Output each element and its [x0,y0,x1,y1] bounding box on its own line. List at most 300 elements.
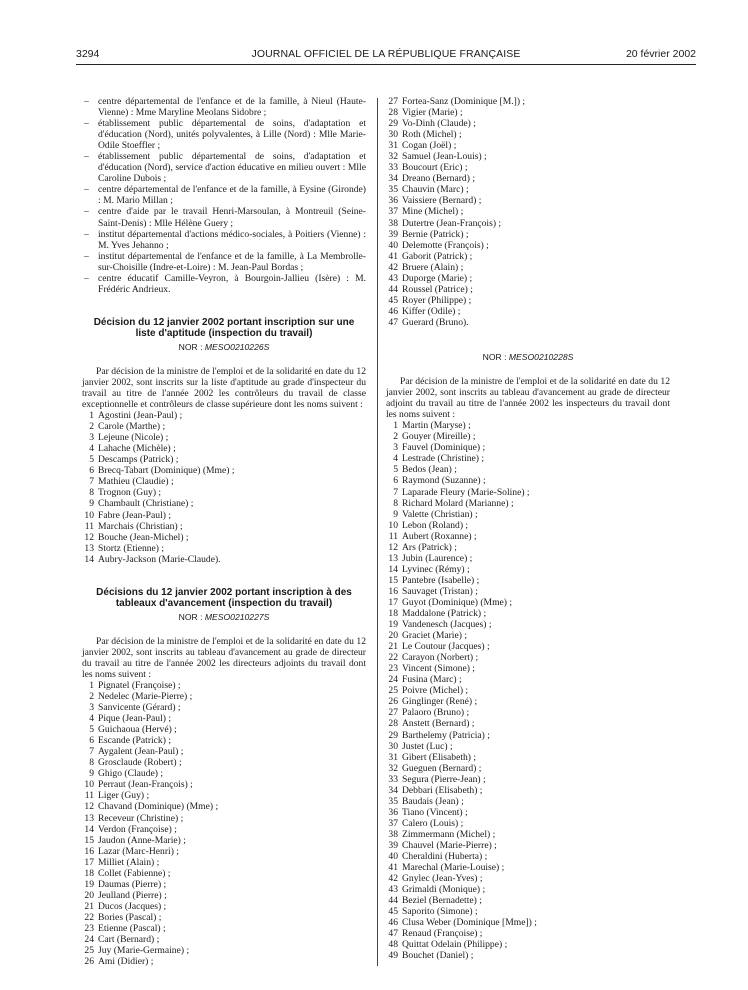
item-number: 13 [84,542,94,554]
item-number: 1 [393,420,398,432]
list-item [82,901,366,912]
item-number: 26 [84,956,94,968]
item-number: 13 [84,812,94,824]
person-name: Fusina (Marc) ; [402,674,462,686]
item-number: 2 [393,431,398,443]
item-number: 8 [89,757,94,769]
list-item [386,763,670,774]
item-number: 23 [388,663,398,675]
item-number: 24 [388,674,398,686]
person-name: Duporge (Marie) ; [402,272,473,284]
list-item [82,824,366,835]
list-item [82,691,366,702]
person-name: Kiffer (Odile) ; [402,305,461,317]
item-number: 14 [388,563,398,575]
item-number: 27 [388,707,398,719]
list-item [82,465,366,476]
establishment-item: – institut départemental d'actions médico-sociales, à Poitiers (Vienne) : M. Yves Jehanno ; [82,229,366,251]
item-number: 14 [84,823,94,835]
person-name: Etienne (Pascal) ; [98,923,166,934]
person-name: Tiano (Vincent) ; [402,806,468,818]
person-name: Jaudon (Anne-Marie) ; [98,834,186,846]
item-number: 43 [388,272,398,284]
item-number: 30 [388,740,398,752]
person-name: Lejeune (Nicole) ; [98,432,169,444]
item-number: 14 [84,553,94,565]
list-item [386,431,670,442]
list-item [82,857,366,868]
item-number: 7 [89,746,94,758]
person-name: Cheraldini (Huberta) ; [402,851,488,863]
item-number: 27 [388,96,398,107]
column-divider [377,98,378,966]
list-item [386,273,670,284]
person-name: Gnylec (Jean-Yves) ; [402,873,483,885]
nor-reference [82,612,366,623]
list-item [386,295,670,306]
item-number: 48 [388,939,398,951]
list-item [386,674,670,685]
item-number: 12 [388,541,398,553]
person-name: Vandenesch (Jacques) ; [402,619,492,631]
person-name: Graciet (Marie) ; [402,630,467,642]
list-item [82,934,366,945]
person-name: Baudais (Jean) ; [402,795,464,807]
list-item [82,890,366,901]
person-name: Justet (Luc) ; [402,740,453,752]
item-number: 6 [89,465,94,477]
item-number: 42 [388,261,398,273]
person-name: Fauvel (Dominique) ; [402,442,486,454]
item-number: 47 [388,928,398,940]
person-name: Pique (Jean-Paul) ; [98,713,172,725]
person-name: Lebon (Roland) ; [402,519,469,531]
list-item [386,520,670,531]
person-name: Dreano (Bernard) ; [402,173,475,185]
nor-label: NOR : [482,351,507,362]
item-number: 45 [388,294,398,306]
item-number: 4 [89,713,94,725]
item-number: 41 [388,862,398,874]
item-number: 1 [89,679,94,691]
list-item [82,454,366,465]
list-item [386,906,670,917]
person-name: Collet (Fabienne) ; [98,867,171,879]
list-item [82,779,366,790]
list-item [82,956,366,967]
establishment-item: – institut départemental de l'enfance et de la famille, à La Membrolle-sur-Choisille (Indre-et-Loire) : M. Jean-Paul Bordas ; [82,251,366,273]
header-rule [76,64,696,65]
item-number: 46 [388,305,398,317]
person-name: Chauvel (Marie-Pierre) ; [402,840,497,851]
person-name: Jubin (Laurence) ; [402,552,473,564]
person-name: Trognon (Guy) ; [98,487,162,499]
item-number: 31 [388,140,398,152]
person-name: Zimmermann (Michel) ; [402,828,496,840]
list-item [386,195,670,206]
person-name: Lazar (Marc-Henri) ; [98,845,179,857]
person-name: Marchais (Christian) ; [98,520,183,532]
item-number: 6 [89,735,94,747]
item-number: 18 [84,867,94,879]
item-number: 37 [388,817,398,829]
list-item [386,685,670,696]
nor-label: NOR : [178,611,203,622]
item-number: 39 [388,228,398,240]
item-number: 28 [388,718,398,730]
item-number: 4 [393,453,398,465]
intro-establishment-list [82,96,366,295]
person-name: Ars (Patrick) ; [402,541,457,553]
list-item [386,840,670,851]
nor-code: MESO0210226S [204,341,270,352]
list-item [386,475,670,486]
list-item [82,713,366,724]
list-item [386,509,670,520]
list-item [386,118,670,129]
list-item [386,531,670,542]
page-number: 3294 [76,48,100,60]
item-number: 28 [388,107,398,119]
item-number: 36 [388,806,398,818]
list-item [386,553,670,564]
person-name: Chauvin (Marc) ; [402,184,469,196]
decision-paragraph: Par décision de la ministre de l'emploi et de la solidarité en date du 12 janvier 2002, sont inscrits au tableau d'avancement au grade de directeur du travail au titre de l'année 2002 les directeurs adjoints du travail dont les noms suivent : [82,635,366,680]
list-item [386,741,670,752]
person-name: Pantebre (Isabelle) ; [402,574,480,586]
person-name: Le Coutour (Jacques) ; [402,641,490,653]
list-item [386,151,670,162]
person-name: Roth (Michel) ; [402,129,462,141]
item-number: 44 [388,283,398,295]
item-number: 15 [388,574,398,586]
list-item [386,895,670,906]
list-item [82,801,366,812]
item-number: 8 [393,497,398,509]
person-name: Liger (Guy) ; [98,790,150,802]
item-number: 13 [388,552,398,564]
person-name: Renaud (Françoise) ; [402,928,483,940]
person-name: Martin (Maryse) ; [402,420,471,432]
item-number: 3 [89,432,94,444]
person-name: Bernie (Patrick) ; [402,228,469,240]
list-item [386,608,670,619]
item-number: 23 [84,923,94,934]
person-name: Sauvaget (Tristan) ; [402,585,478,597]
item-number: 3 [393,442,398,454]
list-item [386,229,670,240]
directeur-name-list-continued [386,96,670,328]
item-number: 29 [388,729,398,741]
list-item [82,790,366,801]
person-name: Bouchet (Daniel) ; [402,950,474,962]
item-number: 21 [388,641,398,653]
list-item [82,487,366,498]
person-name: Chambault (Christiane) ; [98,498,194,510]
item-number: 29 [388,118,398,130]
establishment-item: – établissement public départemental de soins, d'adaptation et d'éducation (Nord), service d'action éducative en milieu ouvert : Mlle Caroline Dubois ; [82,151,366,184]
list-item [82,835,366,846]
item-number: 19 [388,619,398,631]
person-name: Vo-Dinh (Claude) ; [402,118,476,130]
list-item [82,868,366,879]
item-number: 35 [388,184,398,196]
item-number: 38 [388,828,398,840]
item-number: 35 [388,795,398,807]
item-number: 3 [89,702,94,714]
list-item [82,923,366,934]
item-number: 11 [84,790,94,802]
list-item [386,240,670,251]
item-number: 5 [89,724,94,736]
item-number: 7 [89,476,94,488]
item-number: 25 [388,685,398,697]
person-name: Sanvicente (Gérard) ; [98,702,181,714]
person-name: Clusa Weber (Dominique [Mme]) ; [402,917,537,929]
item-number: 21 [84,900,94,912]
person-name: Vigier (Marie) ; [402,107,463,119]
item-number: 17 [84,856,94,868]
list-item [82,945,366,956]
person-name: Marechal (Marie-Louise) ; [402,862,505,874]
list-item [386,453,670,464]
list-item [386,696,670,707]
list-item [386,884,670,895]
person-name: Escande (Patrick) ; [98,735,171,747]
directeur-name-list [82,680,366,967]
person-name: Valette (Christian) ; [402,508,478,520]
item-number: 49 [388,950,398,962]
item-number: 40 [388,851,398,863]
person-name: Fortea-Sanz (Dominique [M.]) ; [402,96,526,107]
person-name: Segura (Pierre-Jean) ; [402,773,486,785]
person-name: Lyvinec (Rémy) ; [402,563,470,575]
list-item [386,542,670,553]
list-item [386,630,670,641]
item-number: 2 [89,691,94,703]
list-item [386,96,670,107]
person-name: Chavand (Dominique) (Mme) ; [98,801,219,813]
list-item [386,306,670,317]
item-number: 10 [84,779,94,791]
person-name: Descamps (Patrick) ; [98,454,179,466]
list-item [82,813,366,824]
person-name: Aubert (Roxanne) ; [402,530,477,542]
item-number: 15 [84,834,94,846]
person-name: Beziel (Bernadette) ; [402,895,482,907]
item-number: 37 [388,206,398,218]
list-item [386,173,670,184]
item-number: 39 [388,840,398,851]
list-item [82,498,366,509]
list-item [386,262,670,273]
person-name: Poivre (Michel) ; [402,685,469,697]
list-item [386,487,670,498]
list-item [82,476,366,487]
person-name: Ginglinger (René) ; [402,696,478,708]
list-item [386,420,670,431]
item-number: 1 [89,410,94,422]
person-name: Delemotte (François) ; [402,239,489,251]
list-item [386,851,670,862]
establishment-item: – établissement public départemental de soins, d'adaptation et d'éducation (Nord), unités polyvalentes, à Lille (Nord) : Mlle Marie-Odile Stoeffler ; [82,118,366,151]
item-number: 22 [388,652,398,664]
person-name: Royer (Philippe) ; [402,294,472,306]
person-name: Richard Molard (Marianne) ; [402,497,514,509]
item-number: 47 [388,316,398,328]
person-name: Gueguen (Bernard) ; [402,762,482,774]
list-item [82,768,366,779]
person-name: Verdon (Françoise) ; [98,823,177,835]
item-number: 46 [388,917,398,929]
list-item [82,443,366,454]
person-name: Gibert (Elisabeth) ; [402,751,477,763]
person-name: Ghigo (Claude) ; [98,768,164,780]
list-item [386,129,670,140]
establishment-item: – centre d'aide par le travail Henri-Marsoulan, à Montreuil (Seine-Saint-Denis) : Mlle Hélène Guery ; [82,206,366,228]
list-item [386,718,670,729]
item-number: 25 [84,945,94,957]
item-number: 4 [89,443,94,455]
list-item [82,543,366,554]
person-name: Maddalone (Patrick) ; [402,608,487,620]
list-item [386,928,670,939]
person-name: Aygalent (Jean-Paul) ; [98,746,184,758]
person-name: Grimaldi (Monique) ; [402,884,486,896]
item-number: 16 [388,585,398,597]
person-name: Lestrade (Christine) ; [402,453,485,465]
person-name: Cart (Bernard) ; [98,934,160,946]
list-item [386,498,670,509]
person-name: Cogan (Joël) ; [402,140,457,152]
publication-date: 20 février 2002 [625,48,696,60]
item-number: 30 [388,129,398,141]
nor-code: MESO0210228S [508,351,574,362]
person-name: Laparade Fleury (Marie-Soline) ; [402,486,530,498]
item-number: 10 [84,509,94,521]
item-number: 9 [89,768,94,780]
person-name: Grosclaude (Robert) ; [98,757,182,769]
person-name: Mine (Michel) ; [402,206,464,218]
person-name: Guyot (Dominique) (Mme) ; [402,596,513,608]
item-number: 33 [388,773,398,785]
establishment-item: – centre éducatif Camille-Veyron, à Bourgoin-Jallieu (Isère) : M. Frédéric Andrieux. [82,273,366,295]
person-name: Bories (Pascal) ; [98,911,162,923]
person-name: Ducos (Jacques) ; [98,900,167,912]
list-item [386,140,670,151]
item-number: 40 [388,239,398,251]
list-item [386,730,670,741]
item-number: 44 [388,895,398,907]
nor-reference [82,342,366,353]
list-item [386,752,670,763]
list-item [82,432,366,443]
list-item [386,317,670,328]
list-item [386,939,670,950]
person-name: Gouyer (Mireille) ; [402,431,476,443]
nor-code: MESO0210227S [204,611,270,622]
item-number: 10 [388,519,398,531]
list-item [386,597,670,608]
list-item [386,586,670,597]
person-name: Anstett (Bernard) ; [402,718,475,730]
person-name: Jeulland (Pierre) ; [98,889,167,901]
person-name: Vincent (Simone) ; [402,663,475,675]
item-number: 11 [388,530,398,542]
list-item [386,818,670,829]
list-item [82,846,366,857]
list-item [82,735,366,746]
person-name: Lahache (Michèle) ; [98,443,176,455]
item-number: 9 [89,498,94,510]
item-number: 22 [84,911,94,923]
person-name: Bedos (Jean) ; [402,464,457,476]
item-number: 34 [388,784,398,796]
item-number: 17 [388,596,398,608]
list-item [82,702,366,713]
list-item [386,619,670,630]
list-item [82,421,366,432]
person-name: Guerard (Bruno). [402,316,469,328]
item-number: 12 [84,531,94,543]
item-number: 20 [388,630,398,642]
list-item [386,575,670,586]
person-name: Agostini (Jean-Paul) ; [98,410,183,422]
item-number: 26 [388,696,398,708]
list-item [82,680,366,691]
establishment-item: – centre départemental de l'enfance et de la famille, à Eysine (Gironde) : M. Mario Millan ; [82,184,366,206]
person-name: Palaoro (Bruno) ; [402,707,470,719]
item-number: 38 [388,217,398,229]
list-item [82,746,366,757]
item-number: 24 [84,934,94,946]
person-name: Carole (Marthe) ; [98,421,166,433]
list-item [82,521,366,532]
list-item [386,218,670,229]
nor-label: NOR : [178,341,203,352]
establishment-item: – centre départemental de l'enfance et de la famille, à Nieul (Haute-Vienne) : Mme Maryline Meolans Sidobre ; [82,96,366,118]
person-name: Perraut (Jean-François) ; [98,779,193,791]
right-column [386,96,670,962]
person-name: Dutertre (Jean-François) ; [402,217,502,229]
list-item [386,807,670,818]
item-number: 7 [393,486,398,498]
list-item [82,554,366,565]
list-item [82,510,366,521]
list-item [82,912,366,923]
item-number: 5 [393,464,398,476]
item-number: 43 [388,884,398,896]
list-item [386,917,670,928]
person-name: Milliet (Alain) ; [98,856,160,868]
item-number: 41 [388,250,398,262]
person-name: Aubry-Jackson (Marie-Claude). [98,553,221,565]
item-number: 11 [84,520,94,532]
list-item [82,879,366,890]
person-name: Nedelec (Marie-Pierre) ; [98,691,193,703]
list-item [386,873,670,884]
list-item [82,724,366,735]
list-item [386,663,670,674]
item-number: 31 [388,751,398,763]
person-name: Roussel (Patrice) ; [402,283,473,295]
item-number: 32 [388,151,398,163]
person-name: Bruere (Alain) ; [402,261,464,273]
list-item [386,785,670,796]
list-item [386,862,670,873]
person-name: Guichaoua (Hervé) ; [98,724,177,736]
item-number: 45 [388,906,398,918]
